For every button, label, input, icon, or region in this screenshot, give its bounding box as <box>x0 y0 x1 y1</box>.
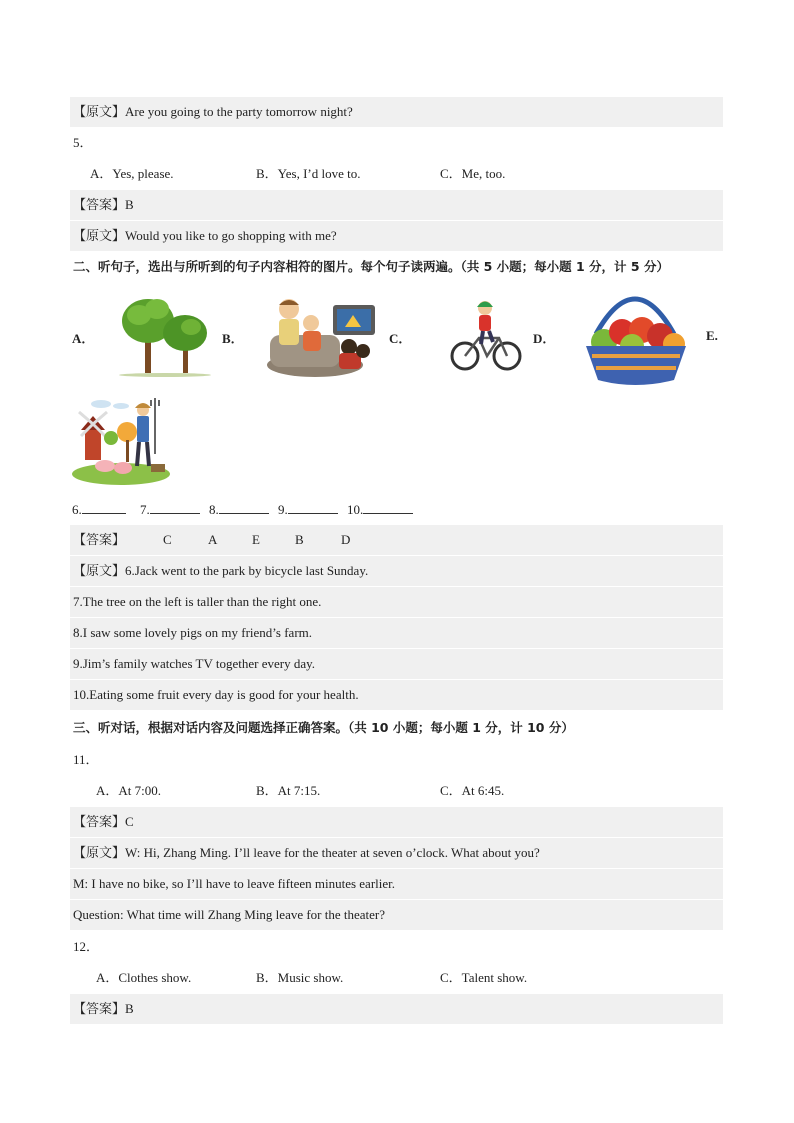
blank-7-number: 7. <box>140 502 150 517</box>
q12-number: 12． <box>73 939 100 954</box>
q11-number: 11． <box>73 752 99 767</box>
trees-icon <box>117 293 213 377</box>
q12-answer: 【答案】B <box>73 1001 134 1016</box>
picture-label-a: A． <box>72 331 95 346</box>
section3-heading: 三、听对话，根据对话内容及问题选择正确答案。（共 10 小题；每小题 1 分，计 10 分） <box>73 720 574 735</box>
q11-original-text: 【原文】W: Hi, Zhang Ming. I’ll leave for the theater at seven o’clock. What about you? <box>73 845 540 860</box>
section2-original-row-10 <box>70 680 723 710</box>
section3-heading-row <box>70 713 723 743</box>
q4-original-text: 【原文】Are you going to the party tomorrow night? <box>73 104 353 119</box>
picture-label-b: B． <box>222 331 244 346</box>
q5-answer-row <box>70 190 723 220</box>
q11-line2: M: I have no bike, so I’ll have to leave fifteen minutes earlier. <box>73 876 395 891</box>
section2-answer-row <box>70 525 723 555</box>
q11-line2-row <box>70 869 723 899</box>
q5-number: 5． <box>73 135 93 150</box>
q11-question-row <box>70 900 723 930</box>
q5-number-row <box>70 128 723 158</box>
section2-original-row-7 <box>70 587 723 617</box>
section2-original-row-6 <box>70 556 723 586</box>
q11-option-b: B．At 7:15. <box>256 783 321 798</box>
boy-bicycle-icon <box>449 298 525 374</box>
answer-9: B <box>295 532 304 547</box>
section2-answer-label: 【答案】 <box>73 532 126 547</box>
q5-options-row <box>70 159 723 189</box>
q5-option-b: B．Yes, I’d love to. <box>256 166 361 181</box>
q12-option-c: C．Talent show. <box>440 970 528 985</box>
q12-option-b: B．Music show. <box>256 970 344 985</box>
picture-label-e: E. <box>706 328 718 343</box>
blank-8-number: 8. <box>209 502 219 517</box>
q11-option-a: A．At 7:00. <box>96 783 162 798</box>
section2-original-label: 【原文】 <box>73 563 126 578</box>
q5-answer: 【答案】B <box>73 197 134 212</box>
sentence-7: 7.The tree on the left is taller than the right one. <box>73 594 322 609</box>
section2-original-row-9 <box>70 649 723 679</box>
q12-number-row <box>70 932 723 962</box>
q5-option-a: A．Yes, please. <box>90 166 174 181</box>
picture-label-d: D． <box>533 331 556 346</box>
blank-7[interactable] <box>140 495 200 525</box>
q12-answer-row <box>70 994 723 1024</box>
sentence-8: 8.I saw some lovely pigs on my friend’s farm. <box>73 625 313 640</box>
q11-options-row <box>70 776 723 806</box>
q5-original-row <box>70 221 723 251</box>
q11-answer: 【答案】C <box>73 814 134 829</box>
section2-original-row-8 <box>70 618 723 648</box>
family-tv-icon <box>265 295 380 379</box>
blank-6-number: 6. <box>72 502 82 517</box>
section2-heading-row <box>70 252 723 282</box>
sentence-6: 6.Jack went to the park by bicycle last Sunday. <box>125 563 369 578</box>
blank-6[interactable] <box>72 495 126 525</box>
answer-8: E <box>252 532 260 547</box>
sentence-10: 10.Eating some fruit every day is good for your health. <box>73 687 359 702</box>
q4-original-row <box>70 97 723 127</box>
q5-option-c: C．Me, too. <box>440 166 506 181</box>
q5-original-text: 【原文】Would you like to go shopping with me? <box>73 228 337 243</box>
q12-option-a: A．Clothes show. <box>96 970 192 985</box>
blank-8[interactable] <box>209 495 269 525</box>
blank-9-number: 9. <box>278 502 288 517</box>
blank-9[interactable] <box>278 495 338 525</box>
q11-answer-row <box>70 807 723 837</box>
answer-10: D <box>341 532 351 547</box>
blank-10-number: 10. <box>347 502 364 517</box>
fruit-basket-icon <box>578 284 693 388</box>
answer-6: C <box>163 532 172 547</box>
q11-number-row <box>70 745 723 775</box>
q12-options-row <box>70 963 723 993</box>
answer-7: A <box>208 532 218 547</box>
farm-pigs-icon <box>71 394 172 486</box>
q11-original-row <box>70 838 723 868</box>
blanks-row <box>70 495 723 525</box>
picture-label-c: C． <box>389 331 412 346</box>
section2-heading: 二、听句子，选出与所听到的句子内容相符的图片。每个句子读两遍。（共 5 小题；每小题 1 分，计 5 分） <box>73 259 669 274</box>
q11-option-c: C．At 6:45. <box>440 783 505 798</box>
sentence-9: 9.Jim’s family watches TV together every day. <box>73 656 316 671</box>
blank-10[interactable] <box>347 495 413 525</box>
q11-question: Question: What time will Zhang Ming leave for the theater? <box>73 907 386 922</box>
